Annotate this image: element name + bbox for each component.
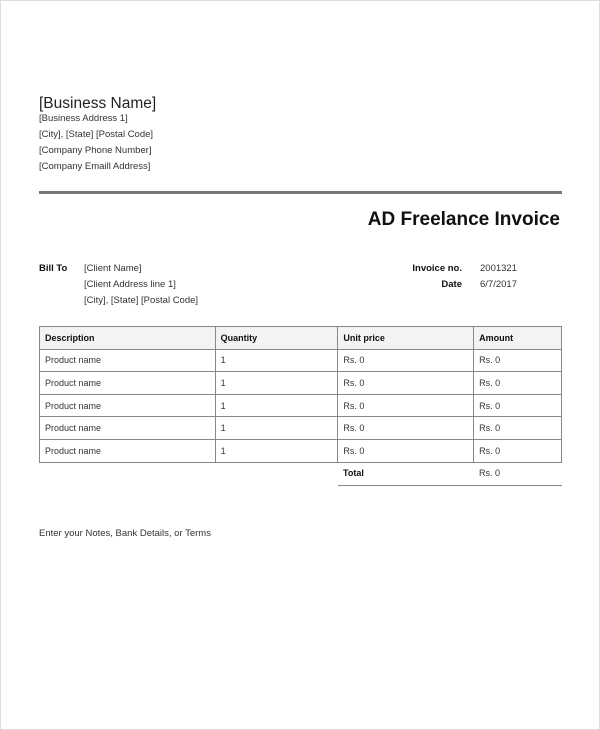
total-value: Rs. 0 [479,468,501,478]
cell-description: Product name [40,417,216,440]
cell-unit-price: Rs. 0 [338,417,474,440]
line-items-table [39,326,562,463]
client-city: [City], [State] [Postal Code] [84,295,199,306]
table-row [40,439,562,462]
business-phone: [Company Phone Number] [39,145,152,156]
table-row [40,417,562,440]
client-address: [Client Address line 1] [84,279,176,290]
cell-amount: Rs. 0 [474,394,562,417]
business-name: [Business Name] [39,95,157,112]
invoice-no: 2001321 [480,263,517,274]
cell-amount: Rs. 0 [474,349,562,372]
cell-quantity: 1 [215,372,338,395]
cell-description: Product name [40,394,216,417]
bill-to-label: Bill To [39,263,68,274]
table-row [40,394,562,417]
cell-description: Product name [40,372,216,395]
notes: Enter your Notes, Bank Details, or Terms [39,528,211,539]
invoice-no-label: Invoice no. [412,263,462,274]
invoice-title: AD Freelance Invoice [367,209,560,230]
table-row [40,349,562,372]
cell-quantity: 1 [215,349,338,372]
table-header-row [40,327,562,350]
invoice-date: 6/7/2017 [480,279,517,290]
cell-unit-price: Rs. 0 [338,439,474,462]
total-label: Total [343,468,364,478]
cell-unit-price: Rs. 0 [338,394,474,417]
business-address: [Business Address 1] [39,113,128,124]
cell-unit-price: Rs. 0 [338,372,474,395]
cell-quantity: 1 [215,417,338,440]
business-city: [City], [State] [Postal Code] [39,129,154,140]
client-name: [Client Name] [84,263,142,274]
business-email: [Company Emaill Address] [39,161,151,172]
cell-unit-price: Rs. 0 [338,349,474,372]
cell-amount: Rs. 0 [474,417,562,440]
cell-quantity: 1 [215,394,338,417]
cell-description: Product name [40,439,216,462]
header-description: Description [40,327,216,350]
cell-amount: Rs. 0 [474,439,562,462]
date-label: Date [441,279,462,290]
header-amount: Amount [474,327,562,350]
table-row [40,372,562,395]
total-row [338,464,562,486]
header-quantity: Quantity [215,327,338,350]
cell-description: Product name [40,349,216,372]
cell-amount: Rs. 0 [474,372,562,395]
header-unit-price: Unit price [338,327,474,350]
divider [39,191,562,194]
cell-quantity: 1 [215,439,338,462]
